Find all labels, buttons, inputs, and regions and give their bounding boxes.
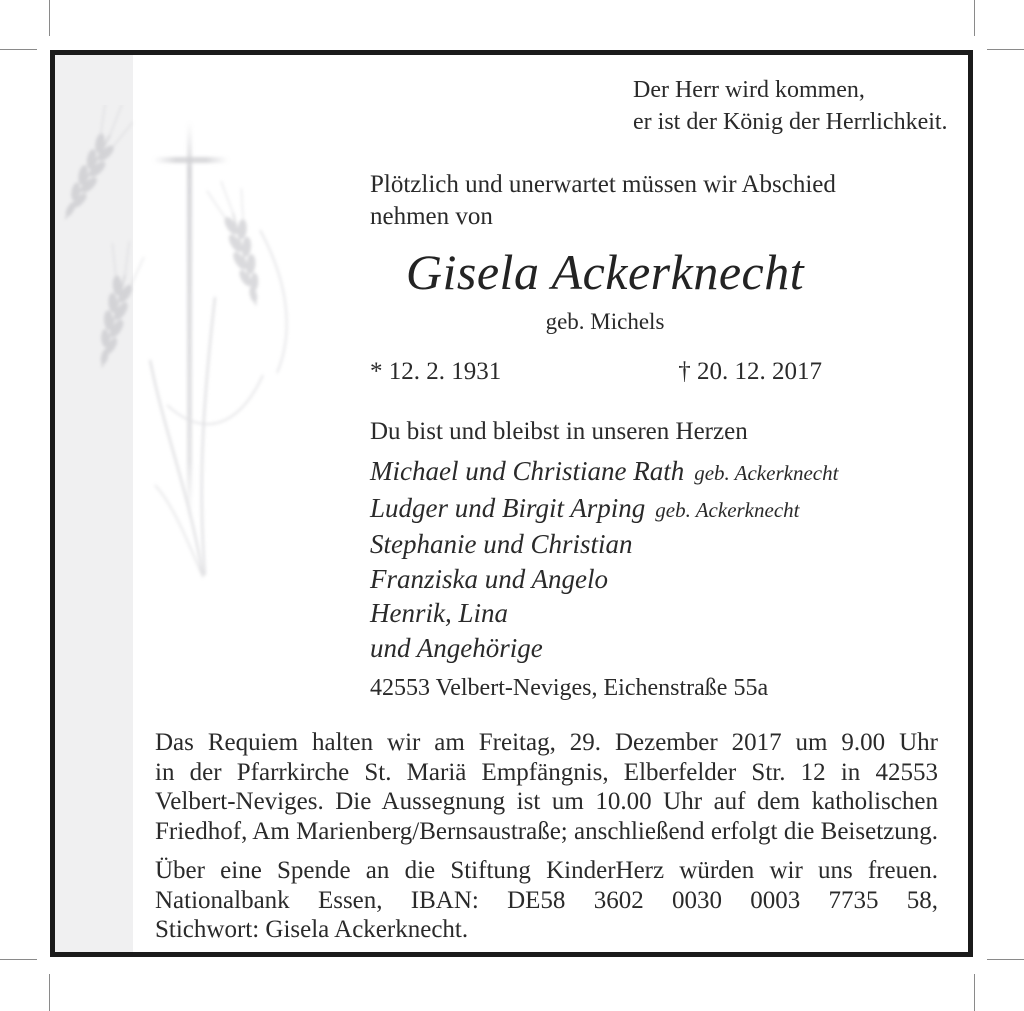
service-info [155,728,938,846]
obituary-frame [50,50,973,957]
mourner-entry [370,454,838,491]
tribute-line: Du bist und bleibst in unseren Herzen [370,418,748,445]
epigraph [633,75,948,138]
birth-date: * 12. 2. 1931 [370,358,502,385]
life-dates [370,358,822,386]
mourner-name: Stephanie und Christian [370,529,633,559]
service-line: Das Requiem halten wir am Freitag, 29. Dezember 2017 um 9.00 Uhr [155,729,938,756]
crop-mark-bottom-right-horizontal [987,959,1024,960]
crop-mark-top-right-horizontal [987,49,1024,50]
donation-line: Stichwort: Gisela Ackerknecht. [155,916,469,943]
intro-line: Plötzlich und unerwartet müssen wir Abschied [370,171,836,198]
mourner-name: Ludger und Birgit Arping [370,492,646,523]
mourner-maiden-suffix: geb. Ackerknecht [694,461,839,485]
intro-line: nehmen von [370,203,493,230]
donation-info [155,856,938,945]
service-line: in der Pfarrkirche St. Mariä Empfängnis, Elberfelder Str. 12 in 42553 [155,758,938,786]
mourner-maiden-suffix: geb. Ackerknecht [655,497,800,522]
mourners-list [370,454,838,665]
mourner-entry [370,527,838,562]
donation-line: Nationalbank Essen, IBAN: DE58 3602 0030 0003 7735 58, [155,886,938,914]
crop-mark-bottom-left-horizontal [0,959,37,960]
mourner-entry [370,596,838,631]
crop-mark-top-left-vertical [49,0,50,36]
mourner-entry [370,631,838,666]
epigraph-line: er ist der König der Herrlichkeit. [633,108,948,135]
deceased-block [355,243,855,335]
epigraph-line: Der Herr wird kommen, [633,77,865,103]
intro-text [370,169,836,233]
mourner-name: und Angehörige [370,632,543,663]
crop-mark-top-right-vertical [974,0,975,36]
crop-mark-top-left-horizontal [0,49,37,50]
crop-mark-bottom-left-vertical [49,974,50,1011]
service-line: Friedhof, Am Marienberg/Bernsaustraße; anschließend erfolgt die Beisetzung. [155,817,938,845]
service-line: Velbert-Neviges. Die Aussegnung ist um 10.00 Uhr auf dem katholischen [155,788,938,815]
donation-line: Über eine Spende an die Stiftung KinderHerz würden wir uns freuen. [155,857,938,884]
gray-side-panel [55,55,133,952]
maiden-name: geb. Michels [545,309,665,334]
crop-mark-bottom-right-vertical [974,974,975,1011]
death-date: † 20. 12. 2017 [678,358,822,385]
deceased-name: Gisela Ackerknecht [405,244,805,300]
mourner-name: Henrik, Lina [370,598,508,628]
mourner-entry [370,491,838,528]
mourner-name: Franziska und Angelo [370,563,608,594]
family-address: 42553 Velbert-Neviges, Eichenstraße 55a [370,675,769,701]
mourner-entry [370,562,838,597]
mourner-name: Michael und Christiane Rath [370,456,685,486]
